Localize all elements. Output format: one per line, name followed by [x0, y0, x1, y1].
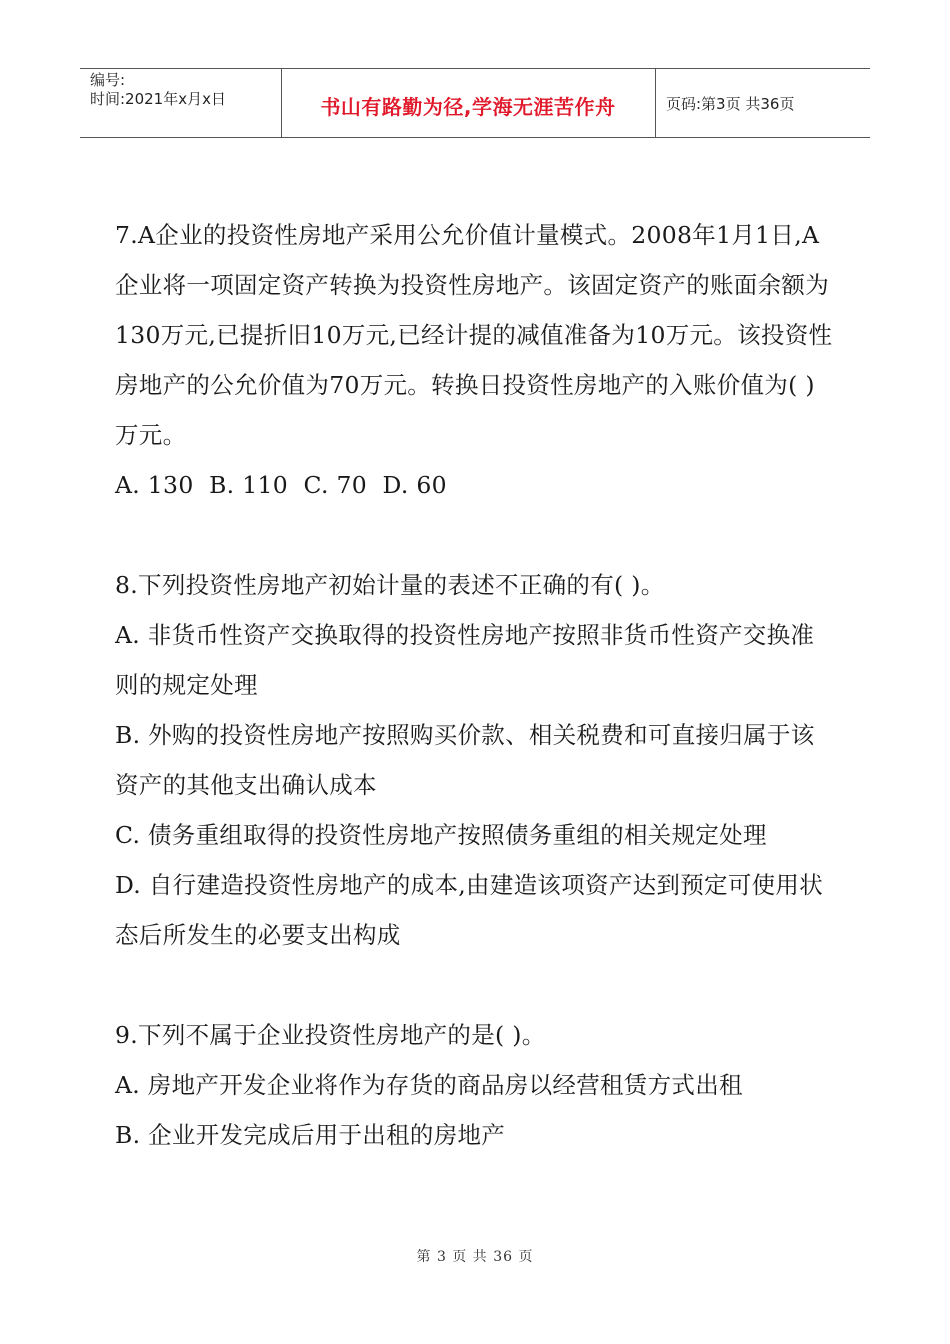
question-stem: 7.A企业的投资性房地产采用公允价值计量模式。2008年1月1日,A企业将一项固定资产转换为投资性房地产。该固定资产的账面余额为130万元,已提折旧10万元,已经计提的减值准备为10万元。该投资性房地产的公允价值为70万元。转换日投资性房地产的入账价值为( )万元。 [115, 221, 833, 449]
header-divider-right [655, 69, 656, 137]
question-option: A. 非货币性资产交换取得的投资性房地产按照非货币性资产交换准则的规定处理 [115, 621, 815, 699]
question-stem: 9.下列不属于企业投资性房地产的是( )。 [115, 1021, 546, 1049]
header-page-label: 页码:第3页 共36页 [666, 95, 795, 113]
question-option: B. 外购的投资性房地产按照购买价款、相关税费和可直接归属于该资产的其他支出确认成本 [115, 721, 815, 799]
page-header [80, 68, 870, 138]
question-option: D. 自行建造投资性房地产的成本,由建造该项资产达到预定可使用状态后所发生的必要支出构成 [115, 871, 824, 949]
header-number-label: 编号: [90, 71, 126, 89]
question-8 [115, 560, 835, 960]
page-footer: 第 3 页 共 36 页 [416, 1249, 534, 1265]
header-meta [90, 71, 226, 109]
header-motto: 书山有路勤为径,学海无涯苦作舟 [320, 95, 616, 119]
question-option: A. 房地产开发企业将作为存货的商品房以经营租赁方式出租 [115, 1071, 743, 1099]
question-options: A. 130 B. 110 C. 70 D. 60 [115, 471, 447, 499]
question-option: B. 企业开发完成后用于出租的房地产 [115, 1121, 506, 1149]
question-9 [115, 1010, 835, 1160]
question-7 [115, 210, 835, 510]
document-body [115, 210, 835, 1160]
header-time-label: 时间:2021年x月x日 [90, 90, 226, 108]
question-option: C. 债务重组取得的投资性房地产按照债务重组的相关规定处理 [115, 821, 767, 849]
question-stem: 8.下列投资性房地产初始计量的表述不正确的有( )。 [115, 571, 665, 599]
